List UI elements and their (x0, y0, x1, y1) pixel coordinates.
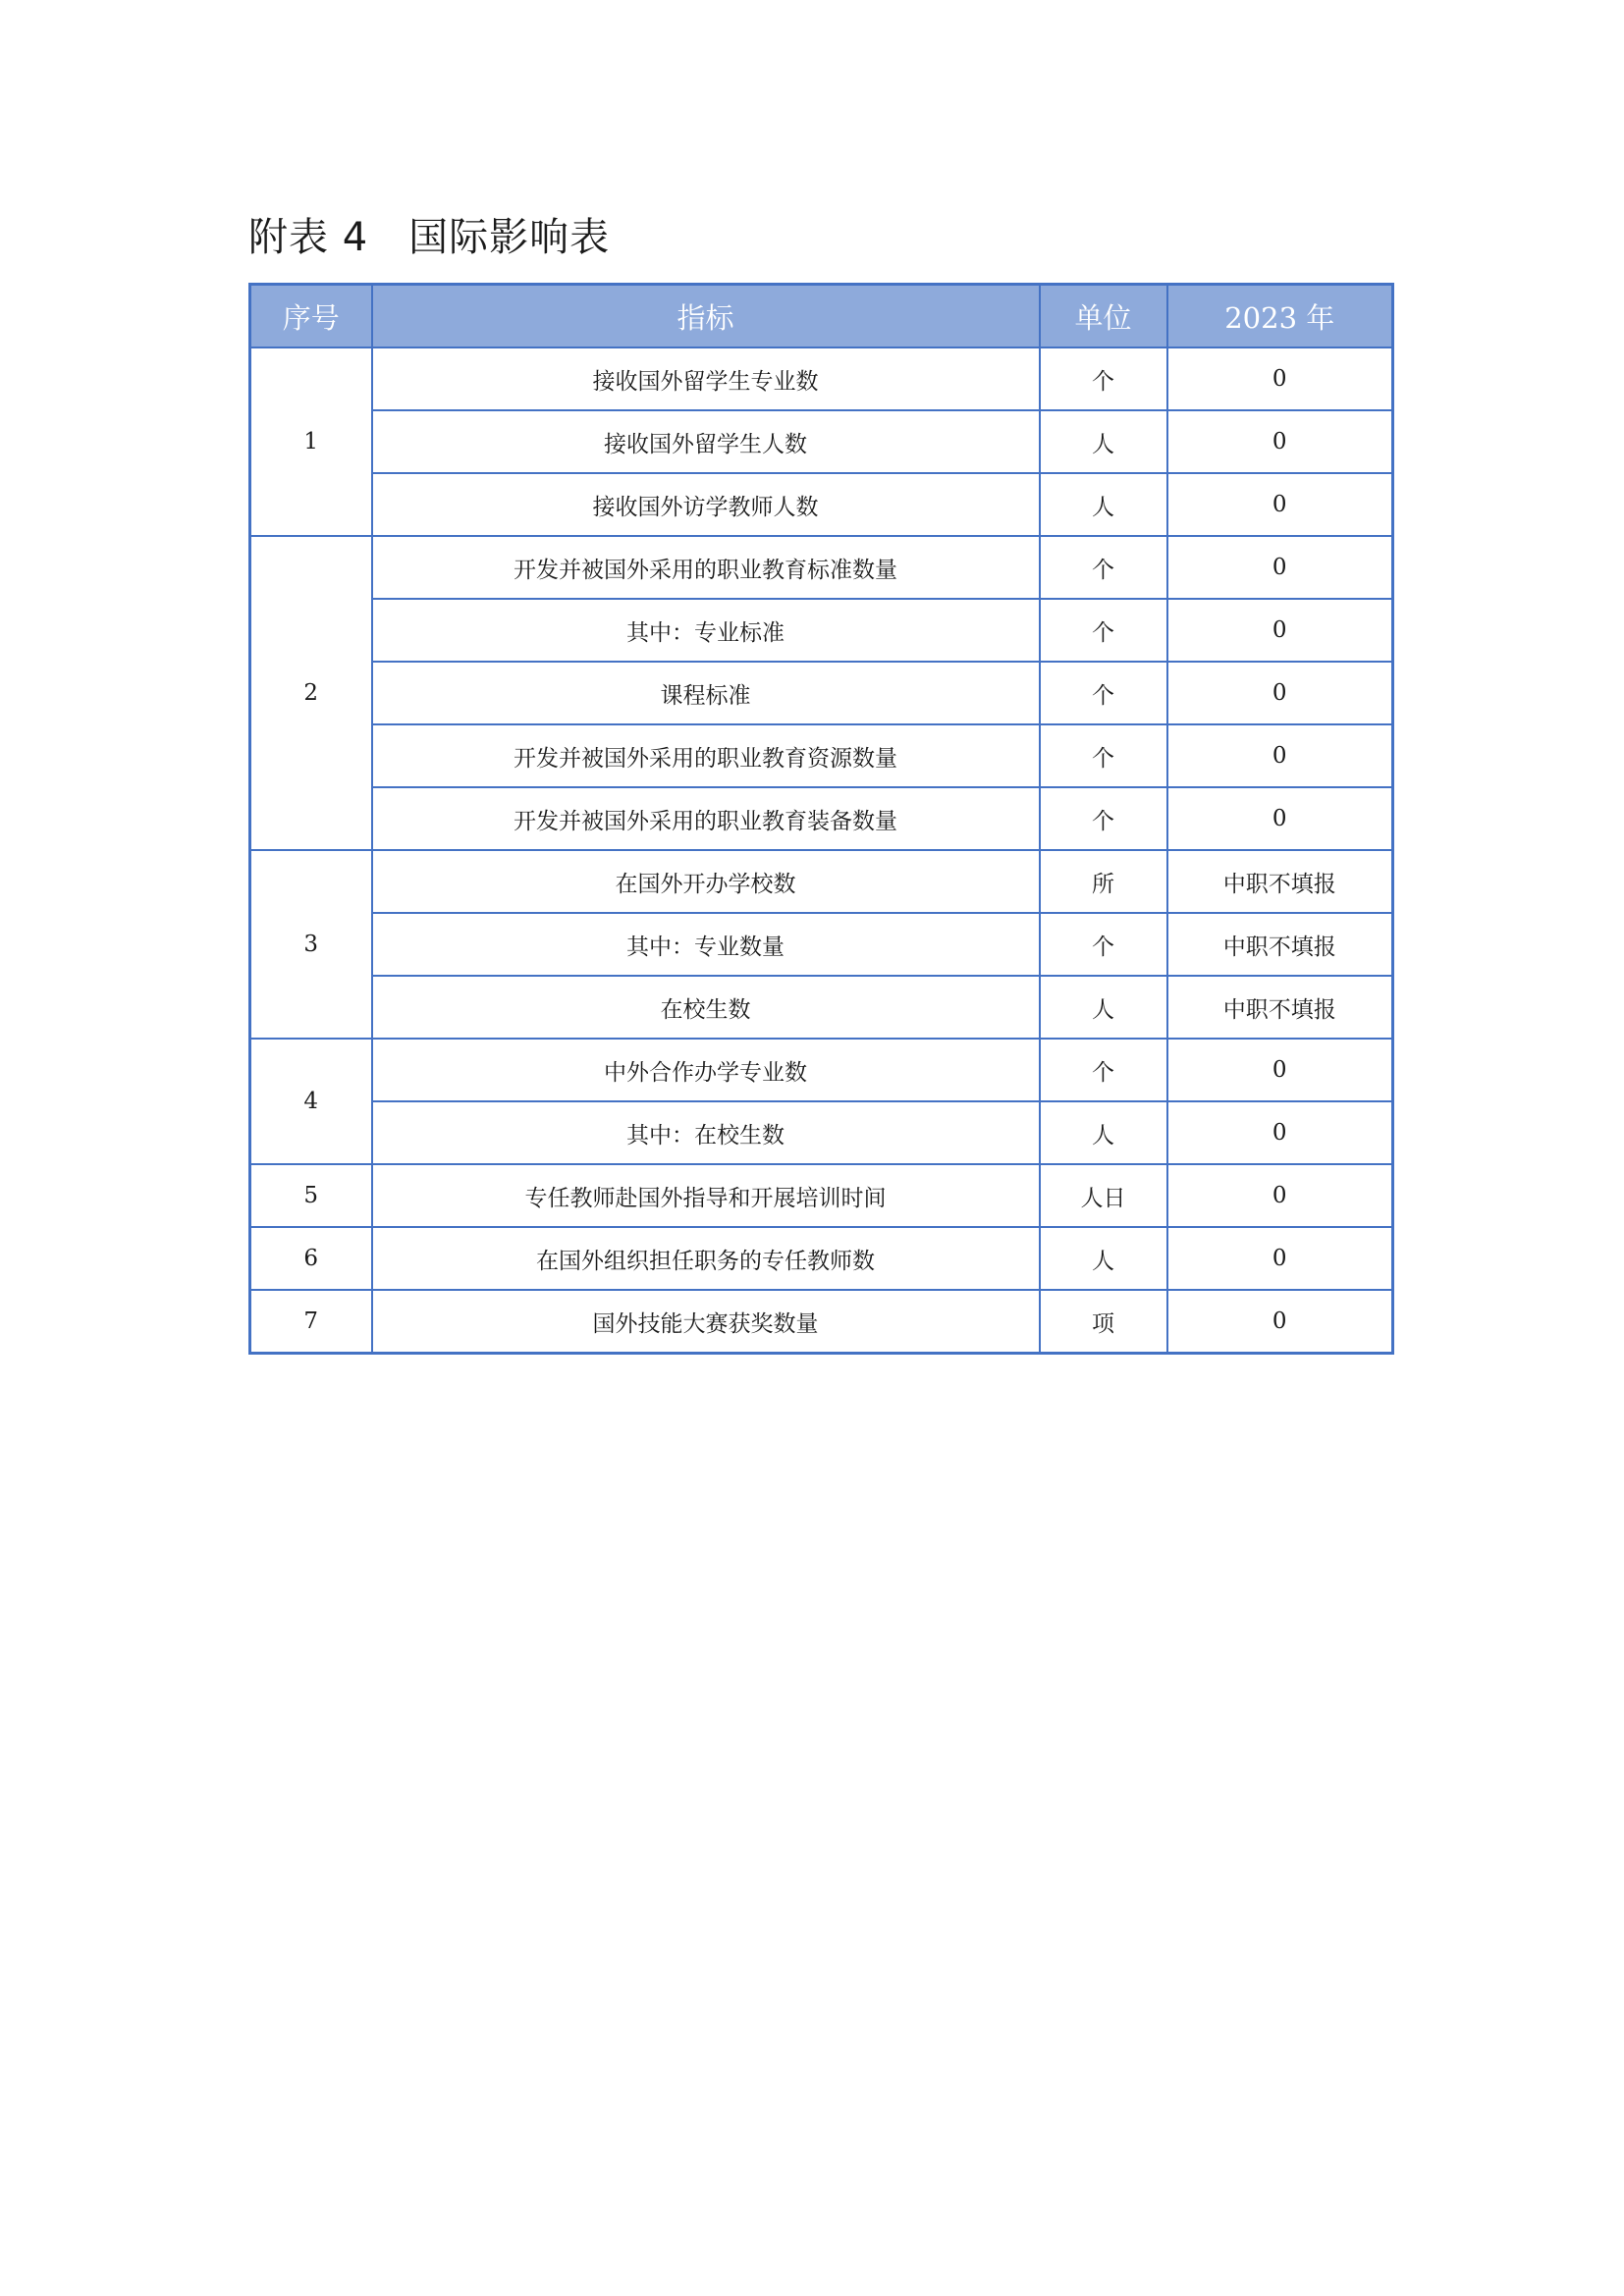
row-unit-cell: 个 (1040, 347, 1167, 410)
table-row (250, 599, 1393, 662)
row-value-cell: 0 (1167, 536, 1393, 599)
row-seq-cell: 6 (250, 1227, 372, 1290)
row-seq-cell: 3 (250, 850, 372, 1039)
table-row (250, 850, 1393, 913)
row-value-cell: 0 (1167, 1101, 1393, 1164)
row-indicator-cell: 专任教师赴国外指导和开展培训时间 (372, 1164, 1040, 1227)
row-value-cell: 0 (1167, 1164, 1393, 1227)
table-row (250, 724, 1393, 787)
table-header (250, 285, 1393, 348)
row-unit-cell: 项 (1040, 1290, 1167, 1354)
table-row (250, 787, 1393, 850)
row-indicator-cell: 接收国外留学生人数 (372, 410, 1040, 473)
row-unit-cell: 个 (1040, 662, 1167, 724)
row-indicator-cell: 课程标准 (372, 662, 1040, 724)
row-value-cell: 0 (1167, 1290, 1393, 1354)
row-indicator-cell: 在校生数 (372, 976, 1040, 1039)
row-value-cell: 0 (1167, 599, 1393, 662)
table-body (250, 347, 1393, 1354)
row-value-cell: 0 (1167, 1227, 1393, 1290)
row-indicator-cell: 国外技能大赛获奖数量 (372, 1290, 1040, 1354)
row-seq-cell: 7 (250, 1290, 372, 1354)
row-unit-cell: 人 (1040, 410, 1167, 473)
row-unit-cell: 人 (1040, 1101, 1167, 1164)
table-row (250, 1039, 1393, 1101)
row-value-cell: 0 (1167, 662, 1393, 724)
row-indicator-cell: 在国外开办学校数 (372, 850, 1040, 913)
row-indicator-cell: 开发并被国外采用的职业教育装备数量 (372, 787, 1040, 850)
row-unit-cell: 人 (1040, 1227, 1167, 1290)
row-value-cell: 中职不填报 (1167, 913, 1393, 976)
row-value-cell: 0 (1167, 347, 1393, 410)
row-unit-cell: 所 (1040, 850, 1167, 913)
table-row (250, 473, 1393, 536)
row-unit-cell: 个 (1040, 787, 1167, 850)
table-row (250, 410, 1393, 473)
row-value-cell: 0 (1167, 1039, 1393, 1101)
row-unit-cell: 个 (1040, 724, 1167, 787)
table-row (250, 536, 1393, 599)
row-indicator-cell: 开发并被国外采用的职业教育资源数量 (372, 724, 1040, 787)
header-year: 2023 年 (1167, 285, 1393, 348)
row-unit-cell: 个 (1040, 599, 1167, 662)
table-row (250, 1290, 1393, 1354)
header-unit: 单位 (1040, 285, 1167, 348)
row-seq-cell: 4 (250, 1039, 372, 1164)
row-indicator-cell: 接收国外访学教师人数 (372, 473, 1040, 536)
header-seq: 序号 (250, 285, 372, 348)
table-row (250, 913, 1393, 976)
header-indicator: 指标 (372, 285, 1040, 348)
row-value-cell: 0 (1167, 473, 1393, 536)
row-seq-cell: 1 (250, 347, 372, 536)
row-indicator-cell: 开发并被国外采用的职业教育标准数量 (372, 536, 1040, 599)
row-indicator-cell: 其中：专业数量 (372, 913, 1040, 976)
table-row (250, 1227, 1393, 1290)
row-seq-cell: 5 (250, 1164, 372, 1227)
row-value-cell: 中职不填报 (1167, 850, 1393, 913)
row-value-cell: 0 (1167, 410, 1393, 473)
row-unit-cell: 人 (1040, 473, 1167, 536)
row-unit-cell: 个 (1040, 913, 1167, 976)
row-unit-cell: 人 (1040, 976, 1167, 1039)
table-row (250, 347, 1393, 410)
row-value-cell: 0 (1167, 724, 1393, 787)
page-title: 附表 4 国际影响表 (248, 215, 611, 260)
row-value-cell: 中职不填报 (1167, 976, 1393, 1039)
row-indicator-cell: 中外合作办学专业数 (372, 1039, 1040, 1101)
international-impact-table (248, 283, 1394, 1355)
row-unit-cell: 个 (1040, 1039, 1167, 1101)
row-unit-cell: 个 (1040, 536, 1167, 599)
row-indicator-cell: 在国外组织担任职务的专任教师数 (372, 1227, 1040, 1290)
row-indicator-cell: 其中：专业标准 (372, 599, 1040, 662)
header-row (250, 285, 1393, 348)
row-indicator-cell: 接收国外留学生专业数 (372, 347, 1040, 410)
table-row (250, 1164, 1393, 1227)
table-row (250, 976, 1393, 1039)
table-row (250, 662, 1393, 724)
row-indicator-cell: 其中：在校生数 (372, 1101, 1040, 1164)
row-value-cell: 0 (1167, 787, 1393, 850)
row-unit-cell: 人日 (1040, 1164, 1167, 1227)
table-row (250, 1101, 1393, 1164)
row-seq-cell: 2 (250, 536, 372, 850)
